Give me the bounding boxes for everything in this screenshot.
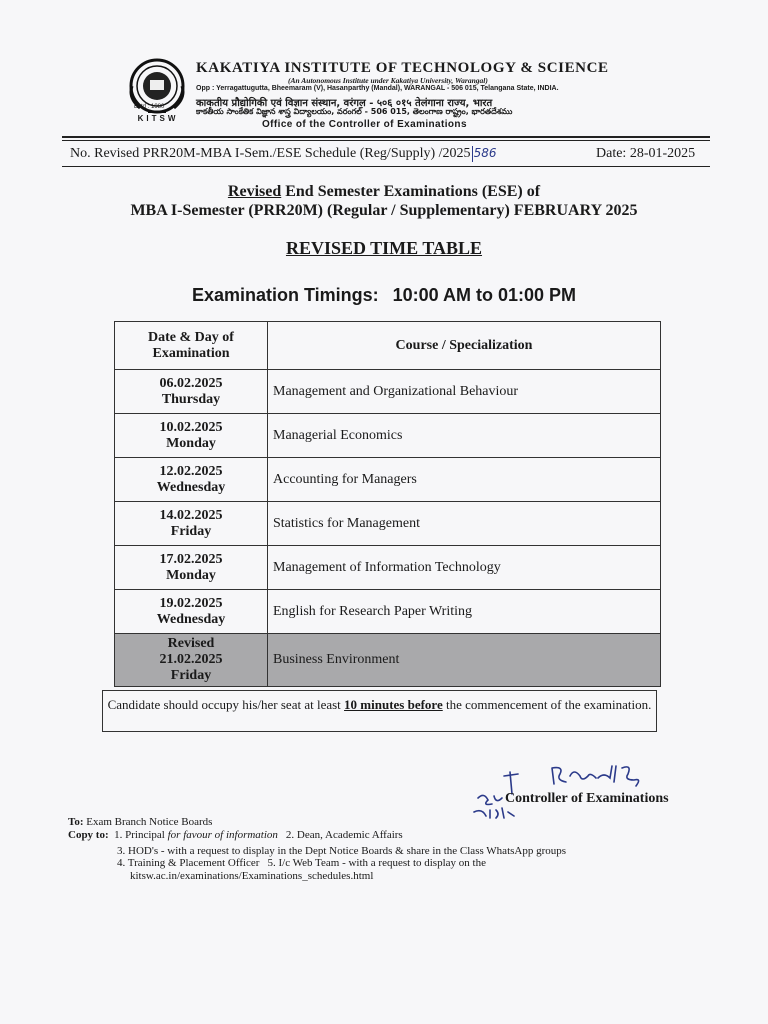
exam-date-cell: [115, 414, 268, 458]
course-cell: English for Research Paper Writing: [268, 590, 661, 634]
logo-caption: KITSW: [137, 114, 179, 123]
table-row: [115, 370, 661, 414]
exam-timetable: [114, 321, 661, 687]
table-header-row: [115, 322, 661, 370]
seating-note: [102, 690, 657, 732]
exam-day: Monday: [166, 435, 216, 451]
exam-day: Wednesday: [156, 611, 226, 627]
heading-line-2: MBA I-Semester (PRR20M) (Regular / Supplementary) FEBRUARY 2025: [130, 202, 638, 219]
revised-time-table-title: REVISED TIME TABLE: [285, 238, 483, 258]
footer-copy-label: Copy to:: [68, 829, 109, 841]
institute-name: KAKATIYA INSTITUTE OF TECHNOLOGY & SCIENCE: [196, 60, 609, 76]
institute-telugu-name: కాకతీయ సాంకేతిక విజ్ఞాన శాస్త్ర విద్యాలయం, వరంగల్ - 506 015, తెలంగాణ రాష్ట్రం, భారతదేశము: [196, 107, 513, 116]
table-row: [115, 458, 661, 502]
course-cell: Management and Organizational Behaviour: [268, 370, 661, 414]
course-cell: Statistics for Management: [268, 502, 661, 546]
reference-number: [70, 146, 496, 162]
footer-web-url: kitsw.ac.in/examinations/Examinations_schedules.html: [130, 870, 374, 882]
header-rule-thin: [62, 140, 710, 141]
examination-timings: [0, 285, 768, 306]
exam-date: 19.02.2025: [159, 595, 223, 611]
footer-to-text: Exam Branch Notice Boards: [86, 816, 213, 828]
course-cell: Management of Information Technology: [268, 546, 661, 590]
exam-date-cell: [115, 370, 268, 414]
timings-value: 10:00 AM to 01:00 PM: [392, 285, 577, 305]
footer-to-label: To:: [68, 816, 84, 828]
exam-day: Friday: [170, 668, 212, 683]
institute-address: Opp : Yerragattugutta, Bheemaram (V), Hasanparthy (Mandal), WARANGAL - 506 015, Telangana State, INDIA.: [196, 85, 559, 92]
note-before: Candidate should occupy his/her seat at least: [107, 697, 345, 712]
header-rule: [62, 136, 710, 138]
exam-date-cell: [115, 634, 268, 687]
footer-item-5: 5. I/c Web Team - with a request to display on the: [267, 857, 486, 869]
table-row: [115, 502, 661, 546]
footer-item-1-italic: for favour of information: [167, 829, 278, 841]
reference-handwritten-number: 586: [473, 146, 497, 161]
table-row-revised: [115, 634, 661, 687]
note-after: the commencement of the examination.: [442, 697, 652, 712]
course-cell: Managerial Economics: [268, 414, 661, 458]
heading-line-1-rest: End Semester Examinations (ESE) of: [281, 183, 541, 200]
handwritten-mark: [472, 146, 473, 162]
footer-item-3: 3. HOD's - with a request to display in the Dept Notice Boards & share in the Class WhatsApp groups: [117, 845, 567, 857]
table-row: [115, 546, 661, 590]
timings-label: Examination Timings:: [191, 285, 379, 305]
header-course: Course / Specialization: [268, 322, 661, 370]
exam-date-cell: [115, 458, 268, 502]
signatory-title: Controller of Examinations: [505, 791, 669, 806]
institute-logo: [126, 58, 188, 120]
footer-items-4-5: [117, 857, 486, 870]
table-row: [115, 414, 661, 458]
course-cell: Business Environment: [268, 634, 661, 687]
footer-item-4: 4. Training & Placement Officer: [117, 857, 260, 869]
reference-rule: [62, 166, 710, 167]
exam-date: 10.02.2025: [159, 419, 223, 435]
exam-date-cell: [115, 590, 268, 634]
heading-line-1: [0, 183, 768, 201]
reference-prefix: No. Revised PRR20M-MBA I-Sem./ESE Schedule (Reg/Supply) /2025: [70, 146, 471, 162]
header-date-day: Date & Day of Examination: [115, 322, 268, 370]
exam-date: 06.02.2025: [159, 375, 223, 391]
document-date: Date: 28-01-2025: [596, 146, 696, 161]
office-title: Office of the Controller of Examinations: [262, 119, 467, 130]
institute-subtitle: (An Autonomous Institute under Kakatiya University, Warangal): [288, 76, 488, 85]
footer-item-2: 2. Dean, Academic Affairs: [285, 829, 403, 841]
exam-date: 21.02.2025: [159, 652, 223, 667]
exam-date: 12.02.2025: [159, 463, 223, 479]
heading-revised-word: Revised: [227, 183, 282, 200]
institute-hindi-name: काकतीय प्रौद्योगिकी एवं विज्ञान संस्थान, वरंगल - ५०६ ०१५ तेलंगाना राज्य, भारत: [196, 98, 493, 109]
exam-day: Friday: [170, 523, 212, 539]
revised-label: Revised: [167, 636, 215, 651]
exam-day: Thursday: [161, 391, 221, 407]
exam-date: 14.02.2025: [159, 507, 223, 523]
note-emphasis: 10 minutes before: [344, 697, 443, 712]
exam-day: Monday: [166, 567, 216, 583]
table-row: [115, 590, 661, 634]
course-cell: Accounting for Managers: [268, 458, 661, 502]
exam-date: 17.02.2025: [159, 551, 223, 567]
exam-day: Wednesday: [156, 479, 226, 495]
exam-date-cell: [115, 502, 268, 546]
footer-copy-to: [68, 829, 403, 842]
exam-date-cell: [115, 546, 268, 590]
footer-to: [68, 816, 212, 829]
logo-estd: Estd : 1980: [134, 104, 165, 110]
footer-item-1: 1. Principal: [114, 829, 168, 841]
